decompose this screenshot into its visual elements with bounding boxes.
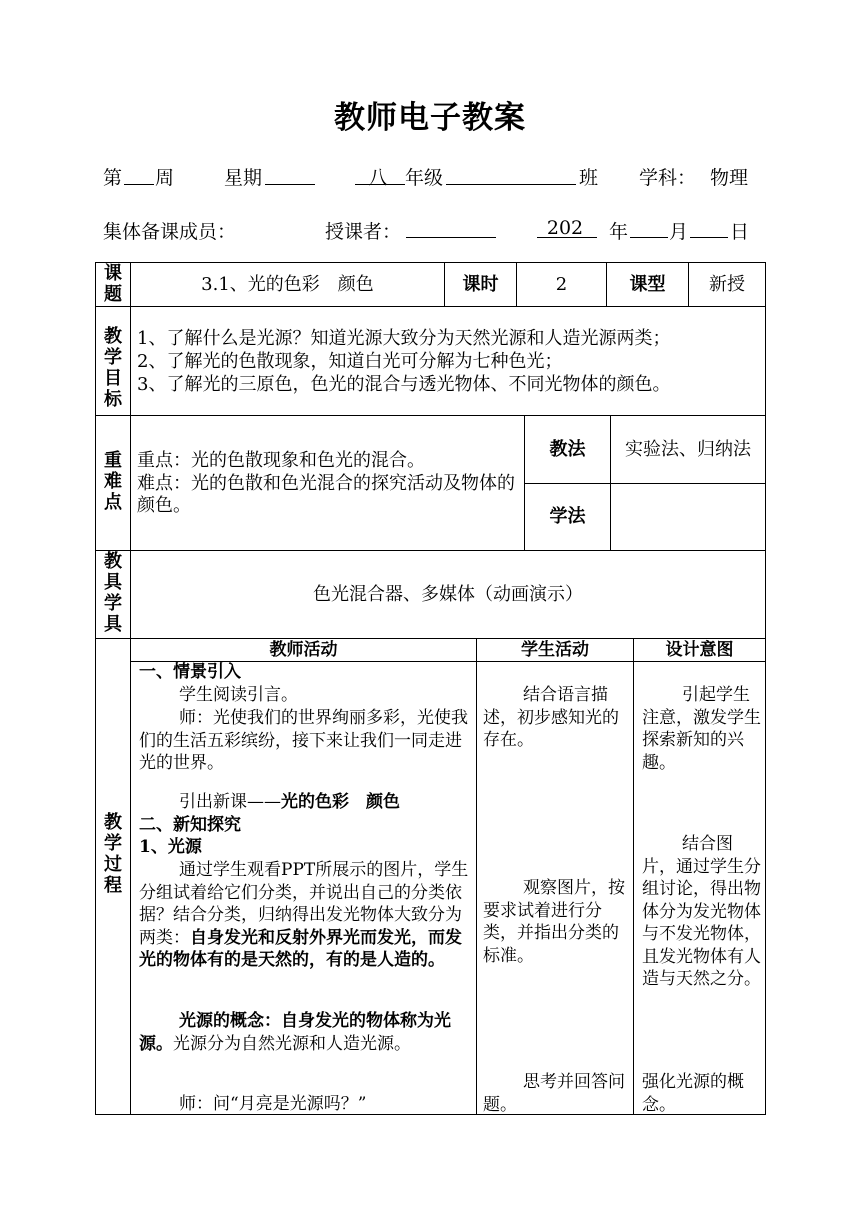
tools-label: 教具学具 <box>104 551 122 635</box>
design-intent: 引起学生注意，激发学生探索新知的兴趣。 <box>642 685 761 773</box>
weekday-label: 星期 <box>224 167 263 189</box>
study-value[interactable] <box>611 484 765 550</box>
hours-value: 2 <box>555 273 568 295</box>
table-border-right <box>765 262 766 1114</box>
student-activity: 观察图片，按要求试着进行分类，并指出分类的标准。 <box>483 878 625 966</box>
members-label: 集体备课成员： <box>103 221 237 243</box>
new-lesson-title: 光的色彩 颜色 <box>281 792 400 812</box>
classify-conclusion: 自身发光和反射外界光而发光，而发光的物体有的是天然的，有的是人造的。 <box>139 927 462 970</box>
year-suffix: 年 <box>609 221 629 243</box>
teacher-blank[interactable] <box>406 237 496 238</box>
month-suffix: 月 <box>669 221 689 243</box>
topic-label: 课题 <box>104 263 122 305</box>
teacher-paragraph <box>139 859 471 972</box>
col-teacher-header: 教师活动 <box>269 639 338 660</box>
topic-value: 3.1、光的色彩 颜色 <box>201 273 374 295</box>
design-intent: 强化光源的概念。 <box>642 1072 744 1115</box>
goals-label: 教学目标 <box>104 326 122 410</box>
goals-list <box>137 327 670 396</box>
subject-label: 学科： <box>639 167 697 189</box>
table-rule <box>130 262 131 1114</box>
difficult-point: 难点：光的色散和色光混合的探究活动及物体的颜色。 <box>137 472 515 516</box>
key-label: 重难点 <box>104 450 122 513</box>
section-heading: 二、新知探究 <box>139 815 241 835</box>
table-rule <box>95 306 766 307</box>
student-activity: 结合语言描述，初步感知光的存在。 <box>483 685 619 750</box>
teacher-paragraph <box>139 791 473 814</box>
week-prefix: 第 <box>103 167 123 189</box>
weekday-blank[interactable] <box>265 184 315 185</box>
col-design-header: 设计意图 <box>665 639 734 660</box>
light-source-types: 光源分为自然光源和人造光源。 <box>173 1033 411 1054</box>
study-label: 学法 <box>549 506 586 527</box>
new-lesson-prefix: 引出新课—— <box>179 792 281 812</box>
classify-text: 通过学生观看PPT所展示的图片，学生分组试着给它们分类，并说出自己的分类依据？结合分类，归纳得出发光物体大致分为两类： <box>139 860 469 948</box>
hours-label: 课时 <box>462 273 499 295</box>
week-suffix: 周 <box>155 167 175 189</box>
section-heading: 一、情景引入 <box>139 662 241 682</box>
month-blank[interactable] <box>630 237 668 238</box>
student-activity: 思考并回答问题。 <box>483 1072 625 1115</box>
table-rule <box>476 638 477 1114</box>
teacher-paragraph: 师：问“月亮是光源吗？” <box>179 1094 367 1114</box>
teacher-label: 授课者： <box>325 221 402 243</box>
light-source-definition: 光源的概念：自身发光的物体称为光源。 <box>139 1011 451 1054</box>
goal-item: 3、了解光的三原色，色光的混合与透光物体、不同光物体的颜色。 <box>137 374 671 395</box>
type-label: 课型 <box>629 273 666 295</box>
subject-value: 物理 <box>710 167 749 189</box>
teacher-paragraph: 学生阅读引言。 <box>179 685 298 705</box>
goal-item: 1、了解什么是光源？知道光源大致分为天然光源和人造光源两类； <box>137 328 671 349</box>
week-blank[interactable] <box>124 184 154 185</box>
page-title: 教师电子教案 <box>334 100 526 136</box>
class-blank[interactable] <box>446 184 576 185</box>
year-value: 202 <box>546 217 584 239</box>
type-value: 新授 <box>709 273 745 295</box>
method-value: 实验法、归纳法 <box>625 438 751 460</box>
day-suffix: 日 <box>730 221 750 243</box>
goal-item: 2、了解光的色散现象，知道白光可分解为七种色光； <box>137 351 563 372</box>
subsection-heading: 1、光源 <box>139 837 202 857</box>
table-rule <box>633 638 634 1114</box>
col-student-header: 学生活动 <box>521 639 589 660</box>
teacher-paragraph: 师：光使我们的世界绚丽多彩，光使我们的生活五彩缤纷，接下来让我们一同走进光的世界。 <box>139 708 468 773</box>
key-point: 重点：光的色散现象和色光的混合。 <box>137 450 425 471</box>
class-suffix: 班 <box>579 167 599 189</box>
method-label: 教法 <box>549 438 586 460</box>
grade-suffix: 年级 <box>405 167 444 189</box>
grade-value: 八 <box>368 167 388 189</box>
day-blank[interactable] <box>690 237 728 238</box>
tools-value: 色光混合器、多媒体（动画演示） <box>313 583 583 605</box>
process-label: 教学过程 <box>104 812 122 896</box>
table-border-left <box>95 262 96 1114</box>
design-intent: 结合图片，通过学生分组讨论，得出物体分为发光物体与不发光物体，且发光物体有人造与天然之分。 <box>642 834 761 989</box>
teacher-paragraph <box>139 1010 471 1055</box>
key-points <box>137 450 521 518</box>
